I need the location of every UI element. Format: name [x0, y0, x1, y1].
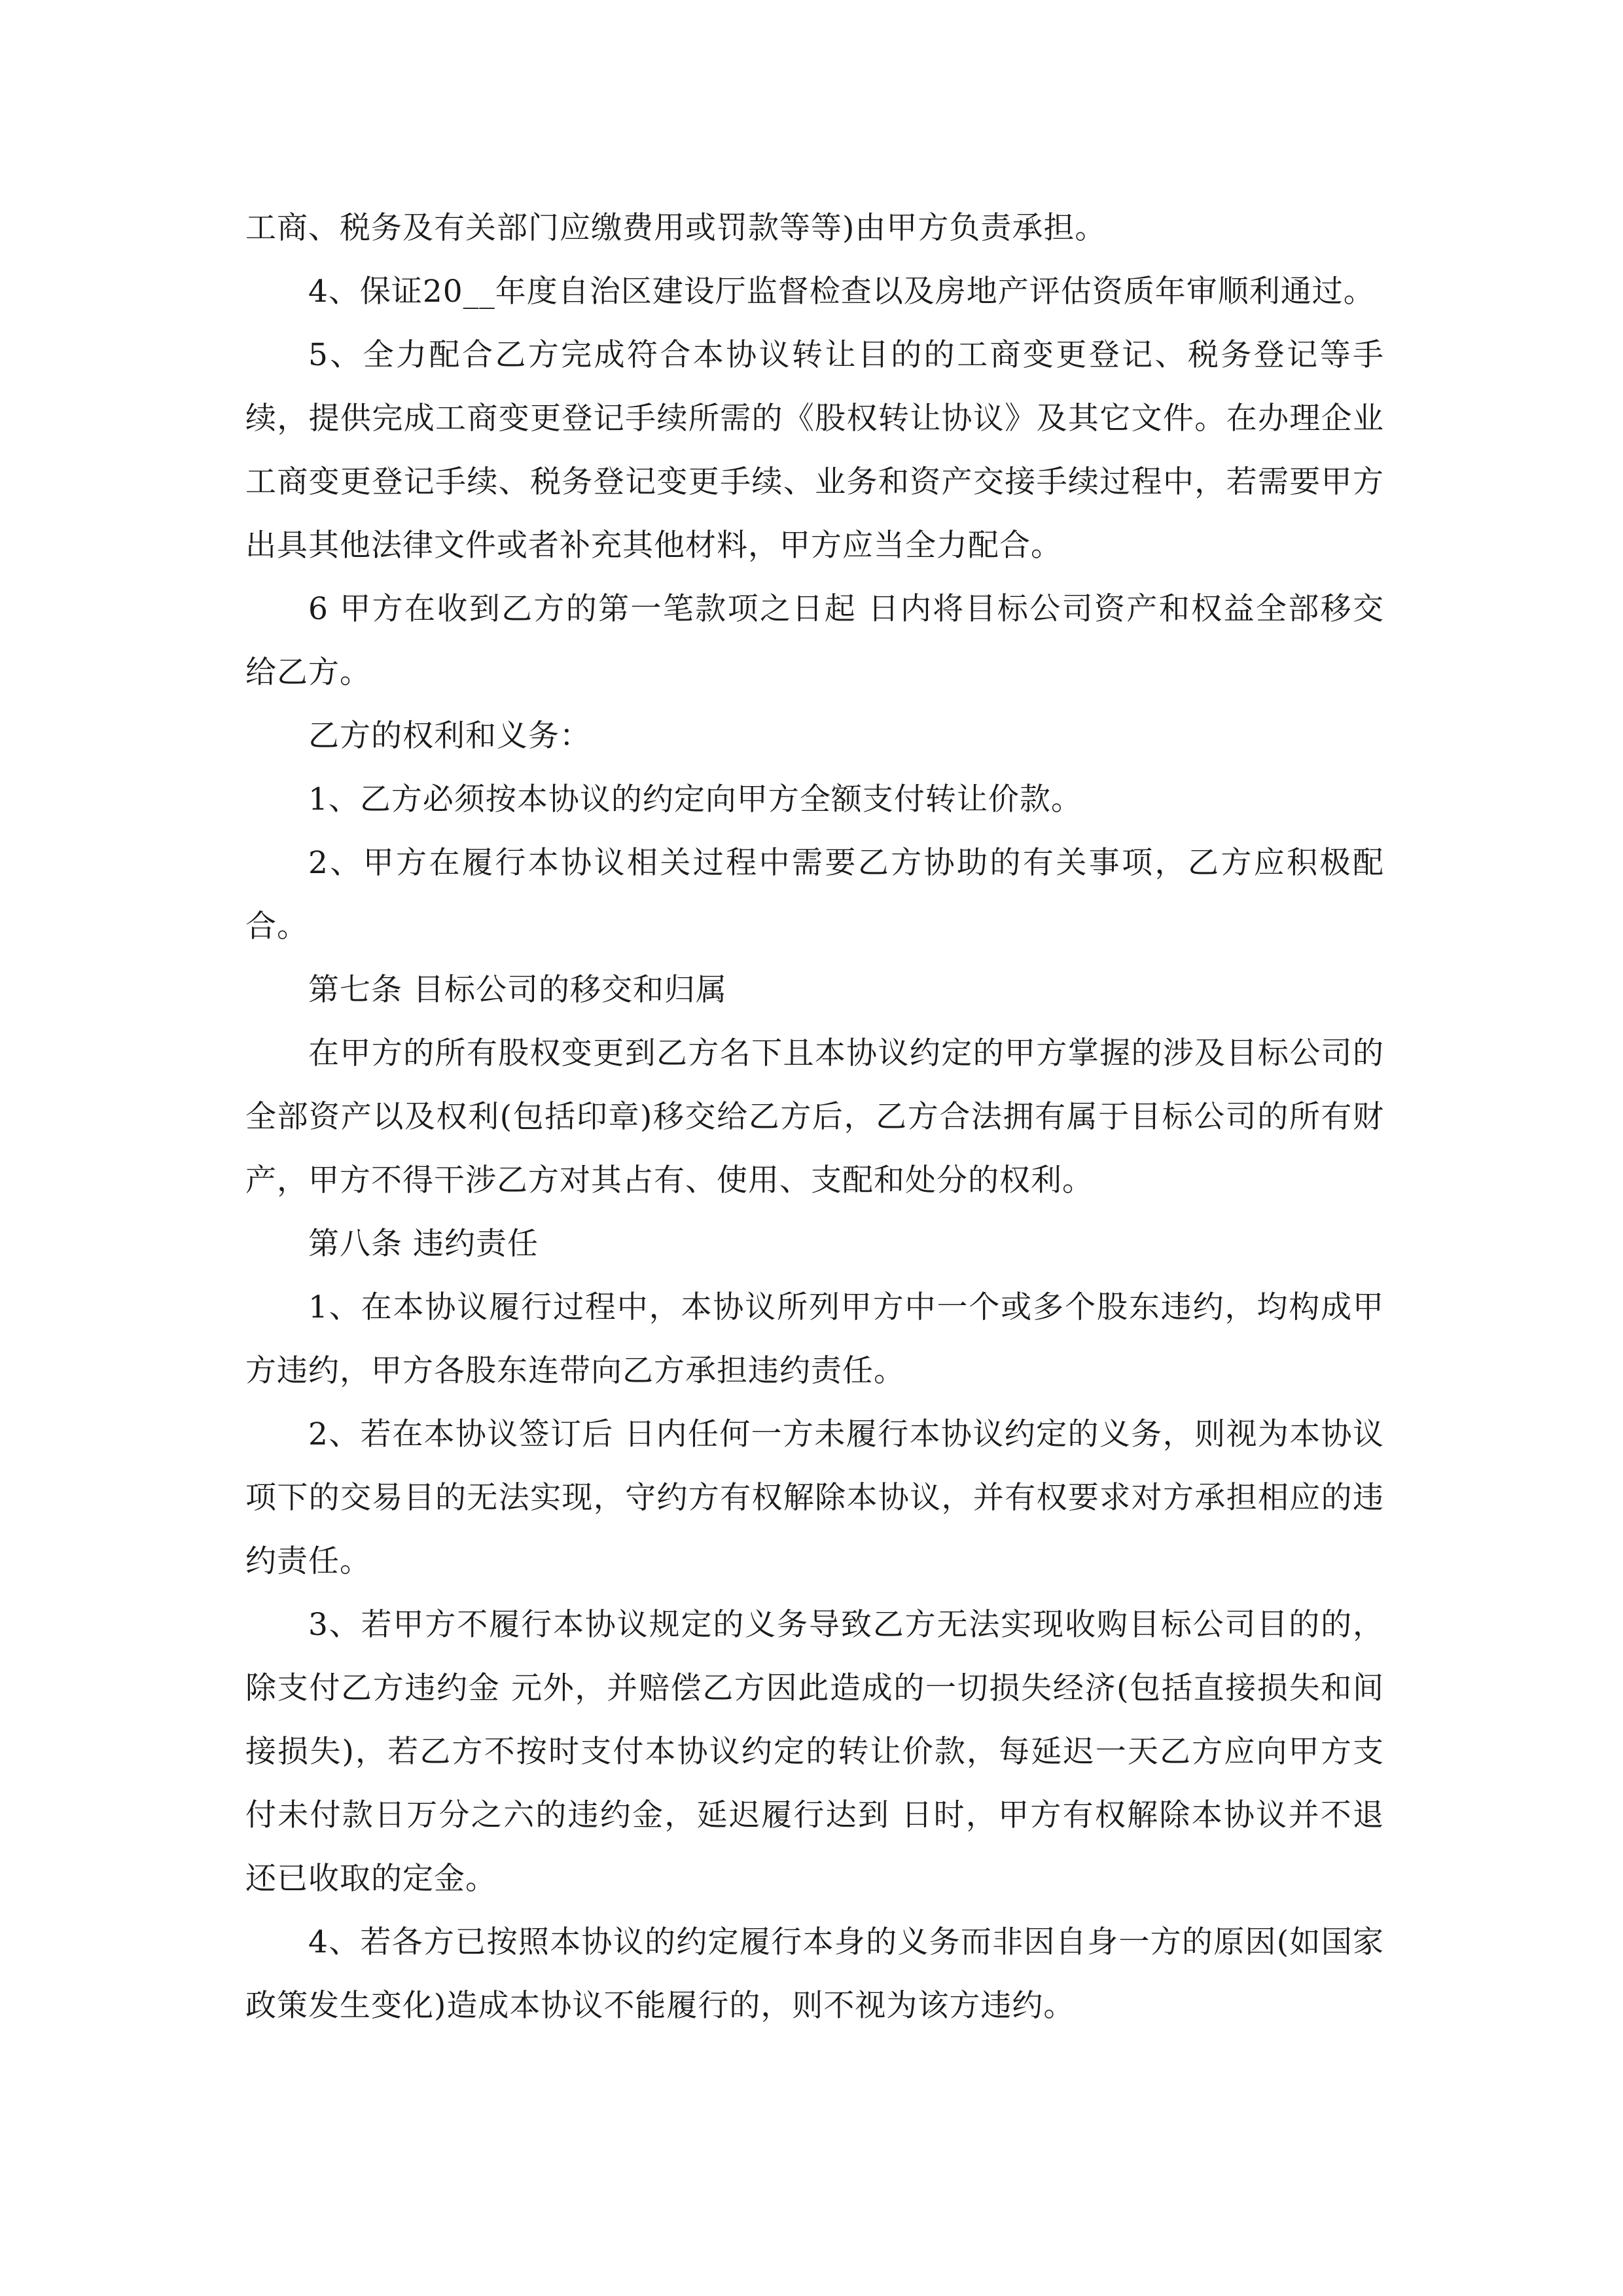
- paragraph-article-7-body: 在甲方的所有股权变更到乙方名下且本协议约定的甲方掌握的涉及目标公司的全部资产以及权利(包括印章)移交给乙方后，乙方合法拥有属于目标公司的所有财产，甲方不得干涉乙方对其占有、使用、支配和处分的权利。: [245, 1035, 1384, 1198]
- paragraph-breach-4: 4、若各方已按照本协议的约定履行本身的义务而非因自身一方的原因(如国家政策发生变化)造成本协议不能履行的，则不视为该方违约。: [245, 1924, 1384, 2024]
- paragraph-clause-4: 4、保证20__年度自治区建设厅监督检查以及房地产评估资质年审顺利通过。: [308, 274, 1375, 310]
- paragraph-breach-1: 1、在本协议履行过程中，本协议所列甲方中一个或多个股东违约，均构成甲方违约，甲方各股东连带向乙方承担违约责任。: [245, 1289, 1384, 1389]
- paragraph-breach-3: 3、若甲方不履行本协议规定的义务导致乙方无法实现收购目标公司目的的，除支付乙方违约金 元外，并赔偿乙方因此造成的一切损失经济(包括直接损失和间接损失)，若乙方不按时支付本协议约定的转让价款，每延迟一天乙方应向甲方支付未付款日万分之六的违约金，延迟履行达到 日时，甲方有权解除本协议并不退还已收取的定金。: [245, 1607, 1384, 1897]
- paragraph-breach-2: 2、若在本协议签订后 日内任何一方未履行本协议约定的义务，则视为本协议项下的交易目的无法实现，守约方有权解除本协议，并有权要求对方承担相应的违约责任。: [245, 1416, 1384, 1579]
- heading-article-8: 第八条 违约责任: [308, 1226, 539, 1262]
- paragraph-party-b-1: 1、乙方必须按本协议的约定向甲方全额支付转让价款。: [308, 781, 1082, 817]
- paragraph-continuation: 工商、税务及有关部门应缴费用或罚款等等)由甲方负责承担。: [245, 210, 1107, 246]
- paragraph-party-b-2: 2、甲方在履行本协议相关过程中需要乙方协助的有关事项，乙方应积极配合。: [245, 845, 1384, 944]
- paragraph-clause-5: 5、全力配合乙方完成符合本协议转让目的的工商变更登记、税务登记等手续，提供完成工商变更登记手续所需的《股权转让协议》及其它文件。在办理企业工商变更登记手续、税务登记变更手续、业务和资产交接手续过程中，若需要甲方出具其他法律文件或者补充其他材料，甲方应当全力配合。: [245, 337, 1384, 564]
- document-body: [245, 196, 1384, 2037]
- heading-article-7: 第七条 目标公司的移交和归属: [308, 972, 727, 1008]
- paragraph-clause-6: 6 甲方在收到乙方的第一笔款项之日起 日内将目标公司资产和权益全部移交给乙方。: [245, 591, 1384, 691]
- heading-party-b-rights: 乙方的权利和义务：: [308, 718, 591, 754]
